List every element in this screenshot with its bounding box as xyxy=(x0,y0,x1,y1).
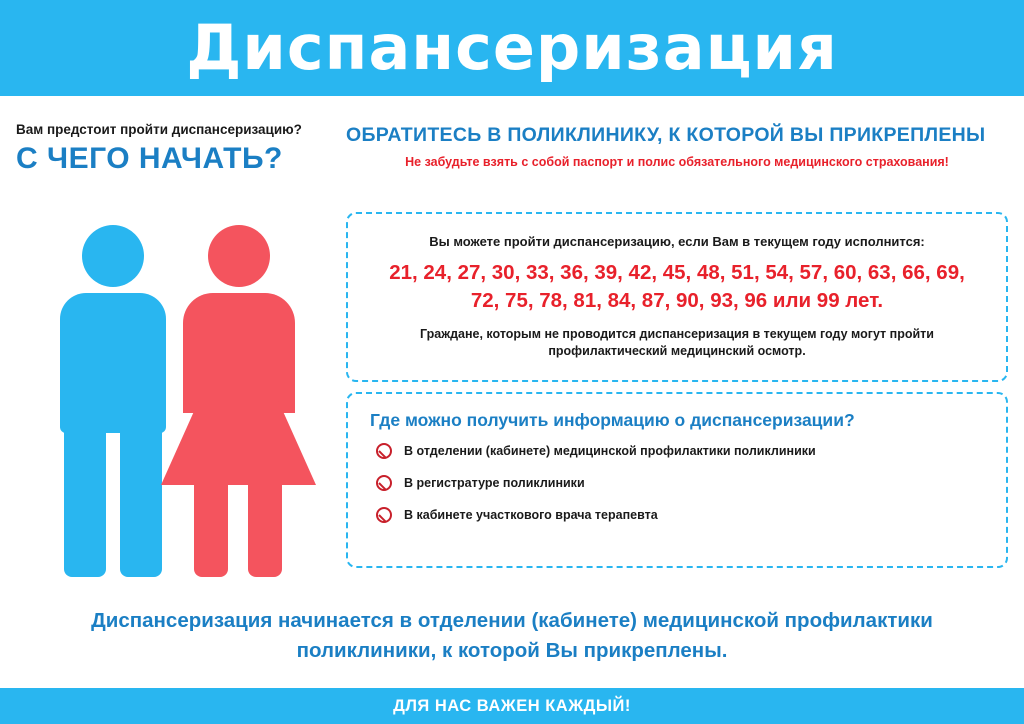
people-illustration xyxy=(20,215,330,595)
bottom-statement xyxy=(32,606,992,665)
ages-numbers-line-1: 21, 24, 27, 30, 33, 36, 39, 42, 45, 48, 51, 54, 57, 60, 63, 66, 69, xyxy=(389,261,965,284)
female-figure-head-icon xyxy=(208,225,270,287)
poster-title: Диспансеризация xyxy=(186,11,838,84)
poster-header xyxy=(0,0,1024,96)
poster-footer xyxy=(0,688,1024,724)
right-subtitle-text: Не забудьте взять с собой паспорт и полис обязательного медицинского страхования! xyxy=(405,155,949,169)
male-figure-body-icon xyxy=(60,293,166,433)
list-item-label: В регистратуре поликлиники xyxy=(404,476,585,490)
prohibition-icon xyxy=(376,507,392,523)
footer-slogan: ДЛЯ НАС ВАЖЕН КАЖДЫЙ! xyxy=(393,696,631,715)
left-headline-text: С ЧЕГО НАЧАТЬ? xyxy=(16,142,283,175)
info-box xyxy=(346,392,1008,568)
left-column xyxy=(16,112,334,175)
left-kicker-text: Вам предстоит пройти диспансеризацию? xyxy=(16,122,302,137)
prohibition-icon xyxy=(376,475,392,491)
right-column-heading xyxy=(346,124,1008,169)
male-figure-left-leg-icon xyxy=(64,421,106,577)
blank-strip xyxy=(362,534,812,552)
list-item-label: В кабинете участкового врача терапевта xyxy=(404,508,658,522)
female-figure-right-leg-icon xyxy=(248,483,282,577)
ages-lead-text: Вы можете пройти диспансеризацию, если Вам в текущем году исполнится: xyxy=(429,234,925,249)
bottom-statement-line-2: поликлиники, к которой Вы прикреплены. xyxy=(296,638,728,662)
info-box-title: Где можно получить информацию о диспансеризации? xyxy=(370,410,855,430)
list-item xyxy=(376,475,988,491)
ages-box xyxy=(346,212,1008,382)
info-list xyxy=(366,443,988,523)
prohibition-icon xyxy=(376,443,392,459)
list-item xyxy=(376,507,988,523)
bottom-statement-line-1: Диспансеризация начинается в отделении (кабинете) медицинской профилактики xyxy=(91,609,933,632)
ages-note-text: Граждане, которым не проводится диспансеризация в текущем году могут пройти профилактический медицинский осмотр. xyxy=(420,327,934,359)
list-item-label: В отделении (кабинете) медицинской профилактики поликлиники xyxy=(404,444,816,458)
ages-numbers xyxy=(366,259,988,314)
male-figure-head-icon xyxy=(82,225,144,287)
list-item xyxy=(376,443,988,459)
male-figure-right-leg-icon xyxy=(120,421,162,577)
ages-numbers-line-2: 72, 75, 78, 81, 84, 87, 90, 93, 96 или 99 лет. xyxy=(470,288,884,312)
female-figure-left-leg-icon xyxy=(194,483,228,577)
right-title-text: ОБРАТИТЕСЬ В ПОЛИКЛИНИКУ, К КОТОРОЙ ВЫ ПРИКРЕПЛЕНЫ xyxy=(346,124,986,146)
